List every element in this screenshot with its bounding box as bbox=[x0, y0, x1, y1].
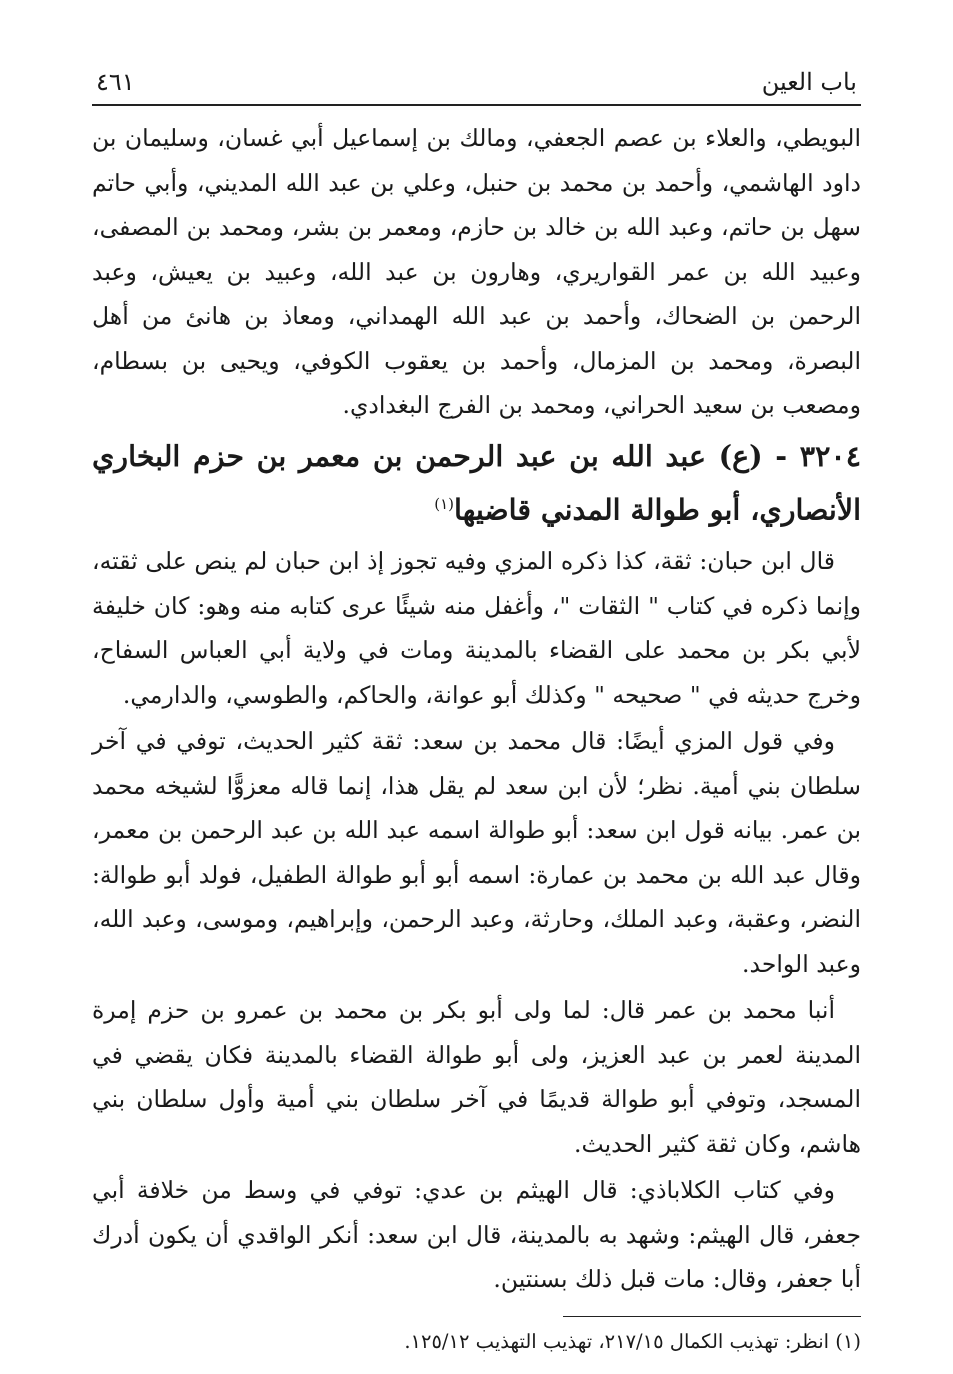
entry-heading-text: ٣٢٠٤ - (ع) عبد الله بن عبد الرحمن بن معمر بن حزم البخاري الأنصاري، أبو طوالة المدني قاضيها bbox=[92, 438, 861, 526]
page-number: ٤٦١ bbox=[96, 68, 135, 96]
header-divider bbox=[92, 104, 861, 106]
paragraph-muhammad-ibn-umar: أنبا محمد بن عمر قال: لما ولى أبو بكر بن محمد بن عمرو بن حزم إمرة المدينة لعمر بن عبد العزيز، ولى أبو طوالة القضاء بالمدينة فكان يقضي في المسجد، وتوفي أبو طوالة قديمًا في آخر سلطان بني أمية وأول سلطان بني هاشم، وكان ثقة كثير الحديث. bbox=[92, 996, 861, 1158]
page-header bbox=[92, 62, 861, 104]
paragraph-narrators-list: البويطي، والعلاء بن عصم الجعفي، ومالك بن إسماعيل أبي غسان، وسليمان بن داود الهاشمي، وأحمد بن محمد بن حنبل، وعلي بن عبد الله المديني، وأبي حاتم سهل بن حاتم، وعبد الله بن خالد بن حازم، ومعمر بن بشر، ومحمد بن المصفى، وعبيد الله بن عمر القواريري، وهارون بن عبد الله، وعبيد بن يعيش، وعبد الرحمن بن الضحاك، وأحمد بن عبد الله الهمداني، ومعاذ بن هانئ من أهل البصرة، ومحمد بن المزمال، وأحمد بن يعقوب الكوفي، ويحيى بن بسطام، ومصعب بن سعيد الحراني، ومحمد بن الفرج البغدادي. bbox=[92, 124, 861, 419]
footnote: (١) انظر: تهذيب الكمال ٢١٧/١٥، تهذيب التهذيب ١٢٥/١٢. bbox=[404, 1329, 861, 1353]
footnote-divider bbox=[563, 1316, 861, 1317]
chapter-title: باب العين bbox=[761, 68, 857, 96]
paragraph-mizzi-critique: وفي قول المزي أيضًا: قال محمد بن سعد: ثقة كثير الحديث، توفي في آخر سلطان بني أمية. نظر؛ لأن ابن سعد لم يقل هذا، إنما قاله معزوًّا لشيخه محمد بن عمر. بيانه قول ابن سعد: أبو طوالة اسمه عبد الله بن عبد الرحمن بن معمر، وقال عبد الله بن محمد بن عمارة: اسمه أبو أبو طوالة الطفيل، فولد أبو طوالة: النضر، وعقبة، وعبد الملك، وحارثة، وعبد الرحمن، وإبراهيم، وموسى، وعبد الله، وعبد الواحد. bbox=[92, 727, 861, 978]
paragraph-kalabadhi: وفي كتاب الكلاباذي: قال الهيثم بن عدي: توفي في وسط من خلافة أبي جعفر، قال الهيثم: وشهد به بالمدينة، قال ابن سعد: أنكر الواقدي أن يكون أدرك أبا جعفر، وقال: مات قبل ذلك بسنتين. bbox=[92, 1176, 861, 1293]
entry-heading bbox=[92, 432, 861, 534]
footnote-reference[interactable]: (١) bbox=[434, 494, 455, 513]
paragraph-ibn-hibban: قال ابن حبان: ثقة، كذا ذكره المزي وفيه تجوز إذ ابن حبان لم ينص على ثقته، وإنما ذكره في كتاب " الثقات "، وأغفل منه شيئًا عرى كتابه منه وهو: كان خليفة لأبي بكر بن محمد على القضاء بالمدينة ومات في ولاية أبي العباس السفاح، وخرج حديثه في " صحيحه " وكذلك أبو عوانة، والحاكم، والطوسي، والدارمي. bbox=[92, 547, 861, 709]
